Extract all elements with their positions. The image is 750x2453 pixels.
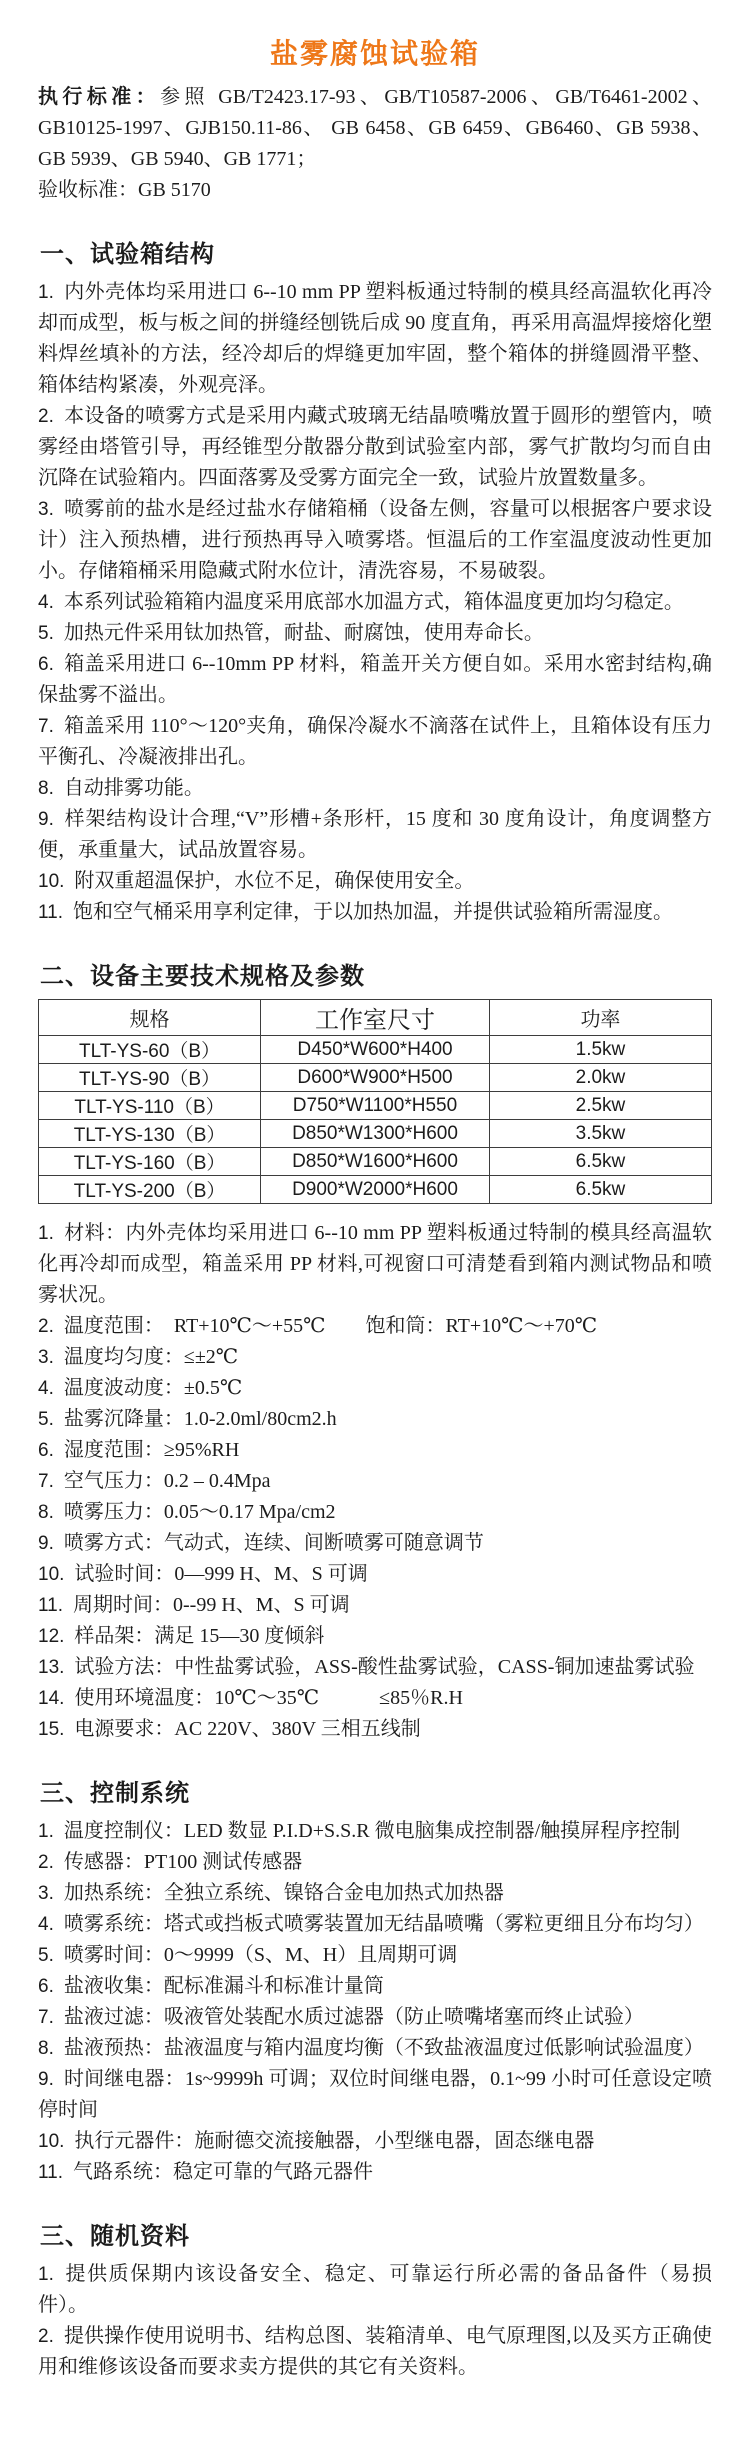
structure-item-text: 箱盖采用进口 6--10mm PP 材料，箱盖开关方便自如。采用水密封结构,确保盐雾不溢出。 [38, 653, 712, 706]
standards-label: 执行标准： [38, 86, 161, 108]
specs-item-number: 10. [38, 1564, 65, 1585]
structure-item-text: 加热元件采用钛加热管，耐盐、耐腐蚀，使用寿命长。 [63, 622, 544, 644]
control-item-text: 加热系统：全独立系统、镍铬合金电加热式加热器 [63, 1882, 504, 1904]
specs-item-text: 盐雾沉降量：1.0-2.0ml/80cm2.h [63, 1408, 337, 1430]
spec-table-row [39, 1120, 712, 1148]
structure-item-number: 5. [38, 623, 54, 644]
specs-item-text: 试验方法：中性盐雾试验，ASS-酸性盐雾试验，CASS-铜加速盐雾试验 [74, 1656, 695, 1678]
specs-item [38, 1683, 712, 1714]
structure-item [38, 277, 712, 401]
specs-item-text: 使用环境温度：10℃～35℃ ≤85％R.H [74, 1687, 463, 1709]
structure-item-list [38, 277, 712, 928]
specs-item-number: 4. [38, 1378, 54, 1399]
structure-item-text: 自动排雾功能。 [63, 777, 204, 799]
section-control-heading: 三、控制系统 [40, 1781, 190, 1807]
spec-table-cell: 6.5kw [489, 1176, 711, 1204]
spec-table-row [39, 1176, 712, 1204]
control-item-number: 7. [38, 2007, 54, 2028]
specs-item [38, 1621, 712, 1652]
structure-item [38, 401, 712, 494]
spec-table-cell: D850*W1300*H600 [261, 1120, 490, 1148]
structure-item-number: 3. [38, 499, 54, 520]
specs-item-number: 11. [38, 1595, 64, 1616]
specs-item [38, 1373, 712, 1404]
spec-table-cell: 6.5kw [489, 1148, 711, 1176]
structure-item-number: 1. [38, 282, 54, 303]
control-item [38, 2033, 712, 2064]
structure-item-number: 4. [38, 592, 54, 613]
specs-item-number: 7. [38, 1471, 54, 1492]
spec-table-cell: D900*W2000*H600 [261, 1176, 490, 1204]
control-item-text: 喷雾时间：0～9999（S、M、H）且周期可调 [63, 1944, 458, 1966]
structure-item-text: 饱和空气桶采用享利定律，于以加热加温，并提供试验箱所需湿度。 [73, 901, 674, 923]
control-item-text: 盐液收集：配标准漏斗和标准计量筒 [63, 1975, 384, 1997]
control-item-number: 8. [38, 2038, 54, 2059]
structure-item-number: 11. [38, 902, 64, 923]
control-item-text: 执行元器件：施耐德交流接触器，小型继电器，固态继电器 [74, 2130, 595, 2152]
spec-table-cell: 1.5kw [489, 1036, 711, 1064]
specs-item-number: 12. [38, 1626, 65, 1647]
spec-table-cell: TLT-YS-130（B） [39, 1120, 261, 1148]
specs-item [38, 1559, 712, 1590]
control-item [38, 1847, 712, 1878]
specs-item-text: 喷雾方式：气动式，连续、间断喷雾可随意调节 [63, 1532, 484, 1554]
specs-item [38, 1528, 712, 1559]
page-title: 盐雾腐蚀试验箱 [269, 39, 480, 70]
structure-item-number: 7. [38, 716, 54, 737]
specs-item [38, 1714, 712, 1745]
control-item-list [38, 1816, 712, 2188]
structure-item-text: 本系列试验箱箱内温度采用底部水加温方式，箱体温度更加均匀稳定。 [63, 591, 684, 613]
spec-table-cell: D450*W600*H400 [261, 1036, 490, 1064]
specs-item-text: 周期时间：0--99 H、M、S 可调 [73, 1594, 350, 1616]
spec-table-header-cell: 功率 [489, 1000, 711, 1036]
spec-table-cell: 2.0kw [489, 1064, 711, 1092]
spec-table-cell: D850*W1600*H600 [261, 1148, 490, 1176]
specs-item-number: 8. [38, 1502, 54, 1523]
structure-item [38, 587, 712, 618]
specs-item [38, 1342, 712, 1373]
specs-item-text: 空气压力：0.2 – 0.4Mpa [63, 1470, 271, 1492]
specs-item-text: 温度范围： RT+10℃～+55℃ 饱和筒：RT+10℃～+70℃ [63, 1315, 598, 1337]
specs-item [38, 1466, 712, 1497]
specs-item-text: 喷雾压力：0.05～0.17 Mpa/cm2 [63, 1501, 336, 1523]
docs-item-list [38, 2259, 712, 2383]
specs-item-number: 3. [38, 1347, 54, 1368]
docs-item [38, 2259, 712, 2321]
acceptance-standard-line: 验收标准：GB 5170 [38, 179, 211, 201]
spec-table-cell: 2.5kw [489, 1092, 711, 1120]
spec-table-cell: D600*W900*H500 [261, 1064, 490, 1092]
specs-item-text: 温度波动度：±0.5℃ [63, 1377, 243, 1399]
spec-table-row [39, 1092, 712, 1120]
specs-item [38, 1497, 712, 1528]
specs-item [38, 1404, 712, 1435]
specs-item-number: 1. [38, 1223, 54, 1244]
control-item-number: 2. [38, 1852, 54, 1873]
control-item [38, 2157, 712, 2188]
standards-paragraph [38, 82, 712, 175]
spec-table-cell: TLT-YS-90（B） [39, 1064, 261, 1092]
control-item-number: 5. [38, 1945, 54, 1966]
specs-item-text: 电源要求：AC 220V、380V 三相五线制 [74, 1718, 421, 1740]
control-item-text: 时间继电器：1s~9999h 可调；双位时间继电器，0.1~99 小时可任意设定喷停时间 [38, 2068, 712, 2121]
control-item [38, 1971, 712, 2002]
docs-item [38, 2321, 712, 2383]
structure-item-number: 8. [38, 778, 54, 799]
structure-item [38, 804, 712, 866]
structure-item [38, 773, 712, 804]
docs-item-text: 提供质保期内该设备安全、稳定、可靠运行所必需的备品备件（易损件）。 [38, 2263, 712, 2316]
control-item-number: 9. [38, 2069, 54, 2090]
control-item [38, 2126, 712, 2157]
structure-item-text: 喷雾前的盐水是经过盐水存储箱桶（设备左侧，容量可以根据客户要求设计）注入预热槽，进行预热再导入喷雾塔。恒温后的工作室温度波动性更加小。存储箱桶采用隐藏式附水位计，清洗容易，不易破裂。 [38, 498, 712, 582]
structure-item [38, 618, 712, 649]
specs-item [38, 1435, 712, 1466]
control-item-number: 6. [38, 1976, 54, 1997]
control-item-number: 1. [38, 1821, 54, 1842]
docs-item-text: 提供操作使用说明书、结构总图、装箱清单、电气原理图,以及买方正确使用和维修该设备而要求卖方提供的其它有关资料。 [38, 2325, 712, 2378]
spec-table-cell: TLT-YS-160（B） [39, 1148, 261, 1176]
specs-item [38, 1652, 712, 1683]
specs-item-number: 6. [38, 1440, 54, 1461]
structure-item [38, 649, 712, 711]
control-item [38, 1816, 712, 1847]
control-item [38, 2002, 712, 2033]
specs-item-number: 2. [38, 1316, 54, 1337]
structure-item-number: 9. [38, 809, 54, 830]
structure-item-number: 10. [38, 871, 65, 892]
section-docs-heading: 三、随机资料 [40, 2224, 190, 2250]
spec-table-cell: TLT-YS-60（B） [39, 1036, 261, 1064]
specs-item-text: 材料：内外壳体均采用进口 6--10 mm PP 塑料板通过特制的模具经高温软化再冷却而成型，箱盖采用 PP 材料,可视窗口可清楚看到箱内测试物品和喷雾状况。 [38, 1222, 712, 1306]
structure-item [38, 866, 712, 897]
spec-table-row [39, 1036, 712, 1064]
spec-table-row [39, 1148, 712, 1176]
structure-item-text: 附双重超温保护，水位不足，确保使用安全。 [74, 870, 475, 892]
specs-item-text: 样品架：满足 15—30 度倾斜 [74, 1625, 325, 1647]
structure-item-text: 内外壳体均采用进口 6--10 mm PP 塑料板通过特制的模具经高温软化再冷却而成型，板与板之间的拼缝经刨铣后成 90 度直角，再采用高温焊接熔化塑料焊丝填补的方法，经冷却后的焊缝更加牢固，整个箱体的拼缝圆滑平整、箱体结构紧凑，外观亮泽。 [38, 281, 712, 396]
specs-item [38, 1311, 712, 1342]
control-item-number: 10. [38, 2131, 65, 2152]
control-item-text: 传感器：PT100 测试传感器 [63, 1851, 303, 1873]
control-item [38, 1940, 712, 1971]
specs-item-number: 9. [38, 1533, 54, 1554]
control-item [38, 1909, 712, 1940]
spec-table-header-cell: 工作室尺寸 [261, 1000, 490, 1036]
control-item-text: 喷雾系统：塔式或挡板式喷雾装置加无结晶喷嘴（雾粒更细且分布均匀） [63, 1913, 704, 1935]
specs-item-number: 15. [38, 1719, 65, 1740]
spec-table-cell: D750*W1100*H550 [261, 1092, 490, 1120]
control-item [38, 1878, 712, 1909]
structure-item [38, 897, 712, 928]
structure-item [38, 494, 712, 587]
standards-text: 参照 GB/T2423.17-93、GB/T10587-2006、GB/T6461-2002、GB10125-1997、GJB150.11-86、 GB 6458、GB 6459、GB6460、GB 5938、GB 5939、GB 5940、GB 1771； [38, 86, 713, 170]
specs-item-number: 5. [38, 1409, 54, 1430]
control-item-text: 盐液过滤：吸液管处装配水质过滤器（防止喷嘴堵塞而终止试验） [63, 2006, 644, 2028]
spec-table-cell: 3.5kw [489, 1120, 711, 1148]
spec-table [38, 999, 712, 1204]
control-item-text: 温度控制仪：LED 数显 P.I.D+S.S.R 微电脑集成控制器/触摸屏程序控制 [63, 1820, 681, 1842]
control-item-number: 4. [38, 1914, 54, 1935]
control-item [38, 2064, 712, 2126]
section-structure-heading: 一、试验箱结构 [40, 242, 215, 268]
specs-item [38, 1218, 712, 1311]
docs-item-number: 2. [38, 2326, 54, 2347]
spec-table-cell: TLT-YS-110（B） [39, 1092, 261, 1120]
structure-item-number: 2. [38, 406, 54, 427]
specs-item [38, 1590, 712, 1621]
spec-table-header-cell: 规格 [39, 1000, 261, 1036]
specs-item-list [38, 1218, 712, 1745]
structure-item-text: 本设备的喷雾方式是采用内藏式玻璃无结晶喷嘴放置于圆形的塑管内，喷雾经由塔管引导，再经锥型分散器分散到试验室内部，雾气扩散均匀而自由沉降在试验箱内。四面落雾及受雾方面完全一致，试验片放置数量多。 [38, 405, 712, 489]
specs-item-text: 温度均匀度：≤±2℃ [63, 1346, 239, 1368]
specs-item-text: 湿度范围：≥95%RH [63, 1439, 240, 1461]
spec-table-row [39, 1064, 712, 1092]
spec-table-header-row [39, 1000, 712, 1036]
structure-item-text: 样架结构设计合理,“V”形槽+条形杆，15 度和 30 度角设计，角度调整方便，承重量大，试品放置容易。 [38, 808, 712, 861]
structure-item-text: 箱盖采用 110°～120°夹角，确保冷凝水不滴落在试件上，且箱体设有压力平衡孔、冷凝液排出孔。 [38, 715, 712, 768]
spec-table-cell: TLT-YS-200（B） [39, 1176, 261, 1204]
specs-item-number: 14. [38, 1688, 65, 1709]
section-specs-heading: 二、设备主要技术规格及参数 [40, 964, 365, 990]
structure-item [38, 711, 712, 773]
control-item-number: 3. [38, 1883, 54, 1904]
control-item-text: 气路系统：稳定可靠的气路元器件 [73, 2161, 374, 2183]
control-item-text: 盐液预热：盐液温度与箱内温度均衡（不致盐液温度过低影响试验温度） [63, 2037, 704, 2059]
control-item-number: 11. [38, 2162, 64, 2183]
docs-item-number: 1. [38, 2264, 54, 2285]
specs-item-text: 试验时间：0—999 H、M、S 可调 [74, 1563, 368, 1585]
specs-item-number: 13. [38, 1657, 65, 1678]
structure-item-number: 6. [38, 654, 54, 675]
